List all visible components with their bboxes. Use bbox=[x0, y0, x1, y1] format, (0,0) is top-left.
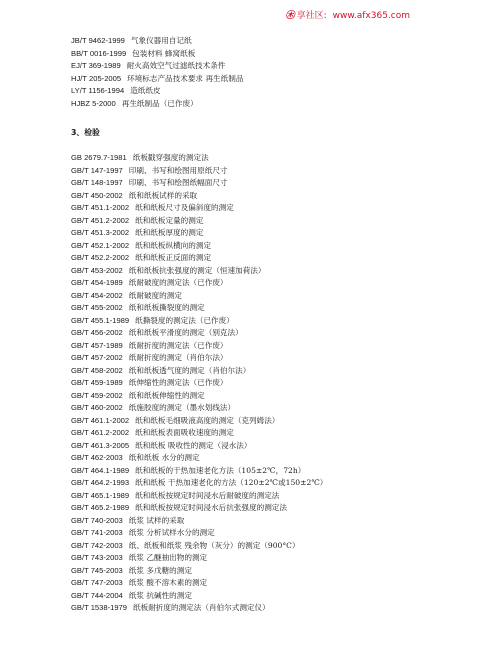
standard-entry bbox=[71, 48, 461, 61]
standard-code: GB/T 457-1989 bbox=[71, 340, 123, 350]
standard-title: 纸和纸板按规定时间浸水后抗张强度的测定法 bbox=[135, 503, 287, 512]
standard-code: GB/T 455.1-1989 bbox=[71, 315, 130, 325]
standard-title: 纸伸缩性的测定法（已作废） bbox=[128, 378, 228, 387]
standard-code: GB/T 743-2003 bbox=[71, 553, 123, 562]
standard-title: 气象仪器用自记纸 bbox=[130, 36, 192, 45]
standard-title: 印刷、书写和绘图用原纸尺寸 bbox=[128, 165, 228, 175]
standard-title: 纸板戳穿强度的测定法 bbox=[132, 153, 209, 162]
logo-icon: ㊍ bbox=[285, 11, 295, 21]
standard-title: 纸和纸板 水分的测定 bbox=[128, 453, 200, 462]
standard-code: GB/T 461.3-2005 bbox=[71, 440, 130, 450]
standard-entry bbox=[71, 252, 461, 265]
standard-entry bbox=[71, 490, 461, 503]
standard-title: 再生纸制品（已作废） bbox=[121, 98, 198, 108]
standard-title: 纸耐破度的测定 bbox=[128, 290, 182, 300]
standard-entry bbox=[71, 440, 461, 453]
standard-entry bbox=[71, 265, 461, 278]
standard-entry bbox=[71, 577, 461, 590]
standard-entry bbox=[71, 315, 461, 328]
standard-entry bbox=[71, 277, 461, 290]
standard-code: GB/T 742-2003 bbox=[71, 540, 123, 550]
standard-title: 纸和纸板抗张强度的测定（恒速加荷法） bbox=[128, 265, 266, 275]
standard-code: GB/T 747-2003 bbox=[71, 578, 123, 587]
standard-title: 纸浆 分析试样水分的测定 bbox=[128, 528, 215, 537]
standard-title: 造纸纸皮 bbox=[130, 86, 161, 95]
standard-entry bbox=[71, 35, 461, 48]
standard-entry bbox=[71, 302, 461, 315]
standard-code: HJ/T 205-2005 bbox=[71, 73, 122, 83]
standard-entry bbox=[71, 390, 461, 403]
standard-entry bbox=[71, 240, 461, 253]
standard-title: 纸、纸板和纸浆 残余物（灰分）的测定（900°C） bbox=[128, 540, 300, 550]
standard-title: 纸和纸板撕裂度的测定 bbox=[128, 303, 205, 312]
standard-entry bbox=[71, 552, 461, 565]
standard-title: 包装材料 蜂窝纸板 bbox=[132, 48, 196, 58]
standard-code: GB/T 464.2-1993 bbox=[71, 478, 130, 487]
standard-code: JB/T 9462-1999 bbox=[71, 36, 125, 45]
standard-title: 纸和纸板试样的采取 bbox=[128, 190, 198, 200]
standard-entry bbox=[71, 502, 461, 515]
standard-entry bbox=[71, 565, 461, 578]
standard-entry bbox=[71, 177, 461, 190]
standard-entry bbox=[71, 590, 461, 603]
standard-entry bbox=[71, 73, 461, 86]
standard-title: 耐火高效空气过滤纸技术条件 bbox=[126, 61, 226, 70]
standard-code: GB 2679.7-1981 bbox=[71, 153, 127, 162]
standard-entry bbox=[71, 85, 461, 98]
site-url[interactable]: www.afx365.com bbox=[332, 11, 410, 21]
standard-entry bbox=[71, 227, 461, 240]
standard-code: GB/T 147-1997 bbox=[71, 165, 123, 175]
standard-entry bbox=[71, 515, 461, 528]
standard-title: 纸和纸板尺寸及偏斜度的测定 bbox=[135, 203, 234, 212]
standard-title: 纸和纸板定量的测定 bbox=[135, 215, 204, 225]
standard-entry bbox=[71, 377, 461, 390]
standard-title: 环境标志产品技术要求 再生纸制品 bbox=[127, 73, 244, 83]
standard-code: GB/T 450-2002 bbox=[71, 190, 123, 200]
standard-title: 纸耐破度的测定法（已作废） bbox=[128, 278, 228, 287]
standard-title: 纸和纸板的干热加速老化方法（105±2℃，72h） bbox=[135, 465, 306, 475]
standard-code: LY/T 1156-1994 bbox=[71, 86, 125, 95]
standard-code: GB/T 455-2002 bbox=[71, 303, 123, 312]
standard-code: GB/T 462-2003 bbox=[71, 453, 123, 462]
standard-entry bbox=[71, 190, 461, 203]
standard-code: HJBZ 5-2000 bbox=[71, 98, 116, 108]
standard-title: 纸和纸板纵横向的测定 bbox=[135, 240, 212, 250]
standard-title: 纸和纸板 干热加速老化的方法（120±2℃或150±2℃） bbox=[135, 478, 328, 487]
standard-code: EJ/T 369-1989 bbox=[71, 61, 121, 70]
standard-title: 纸和纸板透气度的测定（肖伯尔法） bbox=[128, 365, 251, 375]
standard-entry bbox=[71, 602, 461, 615]
section-heading: 3、检验 bbox=[71, 128, 100, 137]
document-body bbox=[71, 35, 461, 615]
standard-entry bbox=[71, 60, 461, 73]
standard-title: 纸浆 抗碱性的测定 bbox=[128, 590, 192, 600]
standard-title: 印刷、书写和绘图纸幅面尺寸 bbox=[128, 178, 228, 187]
standard-entry bbox=[71, 152, 461, 165]
standard-title: 纸和纸板表面吸收速度的测定 bbox=[135, 428, 234, 437]
site-name: 享社区: bbox=[296, 11, 327, 21]
standard-code: GB/T 451.2-2002 bbox=[71, 215, 130, 225]
standard-code: GB/T 458-2002 bbox=[71, 365, 123, 375]
standard-code: GB/T 740-2003 bbox=[71, 515, 123, 525]
standard-title: 纸和纸板厚度的测定 bbox=[135, 228, 204, 237]
standard-code: GB/T 459-1989 bbox=[71, 378, 123, 387]
standard-title: 纸和纸板 吸收性的测定（浸水法） bbox=[135, 440, 252, 450]
standard-entry bbox=[71, 427, 461, 440]
standard-title: 纸浆 酸不溶木素的测定 bbox=[128, 578, 208, 587]
standard-entry bbox=[71, 165, 461, 178]
standard-code: GB/T 453-2002 bbox=[71, 265, 123, 275]
standard-code: GB/T 451.1-2002 bbox=[71, 203, 130, 212]
standard-code: GB/T 452.1-2002 bbox=[71, 240, 130, 250]
standard-code: GB/T 741-2003 bbox=[71, 528, 123, 537]
standard-title: 纸浆 试样的采取 bbox=[128, 515, 185, 525]
standard-title: 纸耐折度的测定法（已作废） bbox=[128, 340, 228, 350]
standard-entry bbox=[71, 402, 461, 415]
standard-code: GB/T 744-2004 bbox=[71, 590, 123, 600]
standard-title: 纸和纸板正反面的测定 bbox=[135, 253, 212, 262]
standard-title: 纸撕裂度的测定法（已作废） bbox=[135, 315, 234, 325]
standard-title: 纸浆 多戊糖的测定 bbox=[128, 565, 192, 575]
standard-entry bbox=[71, 340, 461, 353]
standard-code: GB/T 465.1-1989 bbox=[71, 490, 130, 500]
standard-title: 纸和纸板毛细吸液高度的测定（克列姆法） bbox=[135, 415, 280, 425]
standard-code: GB/T 1538-1979 bbox=[71, 603, 128, 612]
standard-code: GB/T 459-2002 bbox=[71, 390, 123, 400]
standard-entry bbox=[71, 452, 461, 465]
standard-code: GB/T 454-2002 bbox=[71, 290, 123, 300]
standard-entry bbox=[71, 365, 461, 378]
standard-code: GB/T 465.2-1989 bbox=[71, 503, 130, 512]
standard-title: 纸浆 乙醚抽出物的测定 bbox=[128, 553, 208, 562]
standard-title: 纸和纸板平滑度的测定（别克法） bbox=[128, 328, 243, 337]
standard-entry bbox=[71, 215, 461, 228]
standard-code: GB/T 461.1-2002 bbox=[71, 415, 130, 425]
standard-title: 纸耐折度的测定（肖伯尔法） bbox=[128, 353, 228, 362]
standard-title: 纸和纸板伸缩性的测定 bbox=[128, 390, 205, 400]
standard-title: 纸和纸板按规定时间浸水后耐破度的测定法 bbox=[135, 490, 280, 500]
standards-list-2 bbox=[71, 152, 461, 615]
standard-code: GB/T 454-1989 bbox=[71, 278, 123, 287]
standard-entry bbox=[71, 202, 461, 215]
standard-code: GB/T 464.1-1989 bbox=[71, 465, 130, 475]
standard-entry bbox=[71, 352, 461, 365]
standard-entry bbox=[71, 98, 461, 111]
standard-code: GB/T 461.2-2002 bbox=[71, 428, 130, 437]
standard-entry bbox=[71, 290, 461, 303]
standard-code: GB/T 148-1997 bbox=[71, 178, 123, 187]
standard-title: 纸施胶度的测定（墨水划线法） bbox=[128, 403, 236, 412]
standard-entry bbox=[71, 327, 461, 340]
standard-code: GB/T 457-2002 bbox=[71, 353, 123, 362]
standard-entry bbox=[71, 465, 461, 478]
standard-code: GB/T 460-2002 bbox=[71, 403, 123, 412]
standard-code: GB/T 451.3-2002 bbox=[71, 228, 130, 237]
standard-code: GB/T 745-2003 bbox=[71, 565, 123, 575]
standards-list-1 bbox=[71, 35, 461, 110]
standard-code: GB/T 452.2-2002 bbox=[71, 253, 130, 262]
standard-code: GB/T 456-2002 bbox=[71, 328, 123, 337]
page-header bbox=[286, 8, 410, 21]
standard-entry bbox=[71, 477, 461, 490]
standard-entry bbox=[71, 415, 461, 428]
standard-code: BB/T 0016-1999 bbox=[71, 48, 127, 58]
standard-entry bbox=[71, 527, 461, 540]
standard-entry bbox=[71, 540, 461, 553]
standard-title: 纸板耐折度的测定法（肖伯尔式测定仪） bbox=[133, 603, 270, 612]
